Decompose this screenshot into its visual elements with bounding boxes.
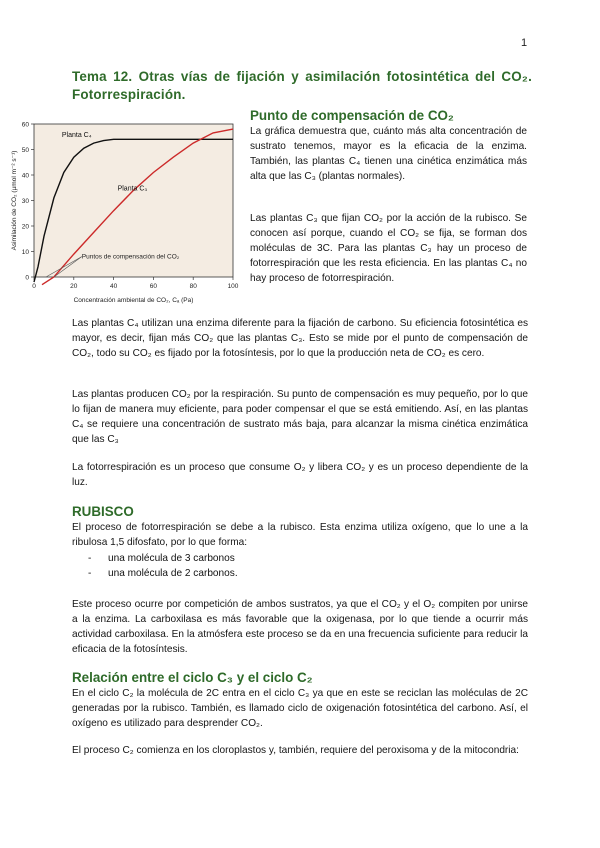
cycles-paragraph-2: El proceso C₂ comienza en los cloroplastos y, también, requiere del peroxisoma y de la mitocondria: xyxy=(72,745,519,756)
rubisco-paragraph-2: Este proceso ocurre por competición de ambos sustratos, ya que el CO₂ y el O₂ compiten por unirse a la enzima. La carboxilasa es más favorable que la oxigenasa, por lo que tiende a ocurrir más actividad carboxilasa. En la atmósfera este proceso se da en una frecuencia suficiente para reducir la eficacia de la fotosíntesis. xyxy=(72,599,528,655)
y-tick-label: 30 xyxy=(21,198,29,205)
x-axis-label: Concentración ambiental de CO₂, Cₐ (Pa) xyxy=(73,297,194,304)
compensation-paragraph-1: La gráfica demuestra que, cuánto más alta concentración de sustrato tenemos, mayor es la eficacia de la enzima. También, las plantas C₄ tienen una cinética enzimática más alta que las C₃ (plantas normales). xyxy=(250,126,527,182)
x-tick-label: 60 xyxy=(149,283,158,290)
respiration-paragraph: Las plantas producen CO₂ por la respiración. Su punto de compensación es muy pequeño, por lo que lo fijan de manera muy eficiente, para poder compensar el que se está emitiendo. Así, en las plantas C₄ se requiere una concentración de sustrato más baja, para alcanzar la misma cinética enzimática que las C₃ xyxy=(72,389,528,445)
y-tick-label: 60 xyxy=(21,121,29,129)
rubisco-heading: RUBISCO xyxy=(72,504,134,519)
y-tick-label: 0 xyxy=(25,274,29,282)
photosynthesis-chart xyxy=(8,110,248,305)
x-tick-label: 100 xyxy=(227,283,239,290)
list-item: - una molécula de 2 carbonos. xyxy=(88,566,238,581)
page-title: Tema 12. Otras vías de fijación y asimilación fotosintética del CO₂. Fotorrespiración. xyxy=(72,69,532,102)
x-tick-label: 20 xyxy=(70,283,78,290)
list-item: - una molécula de 3 carbonos xyxy=(88,551,238,566)
series-label-c3: Planta C₃ xyxy=(117,185,148,193)
chart-svg xyxy=(8,110,248,305)
rubisco-list xyxy=(88,551,238,581)
c4-paragraph: Las plantas C₄ utilizan una enzima diferente para la fijación de carbono. Su eficiencia fotosintética es mayor, es decir, fijan más CO₂ que las plantas C₃. Esto se mide por el punto de compensación de CO₂, todo su CO₂ es fijado por la fotosíntesis, por lo que la producción neta de CO₂ es cero. xyxy=(72,318,528,359)
photorespiration-paragraph: La fotorrespiración es un proceso que consume O₂ y libera CO₂ y es un proceso dependiente de la luz. xyxy=(72,462,528,488)
compensation-heading: Punto de compensación de CO₂ xyxy=(250,108,454,123)
cycles-heading: Relación entre el ciclo C₃ y el ciclo C₂ xyxy=(72,670,313,685)
compensation-annotation: Puntos de compensación del CO₂ xyxy=(81,253,180,261)
y-tick-label: 20 xyxy=(21,223,29,231)
x-tick-label: 80 xyxy=(189,283,197,290)
y-tick-label: 50 xyxy=(21,147,29,154)
series-label-c4: Planta C₄ xyxy=(61,131,92,139)
page-number: 1 xyxy=(521,37,528,49)
y-tick-label: 40 xyxy=(21,172,29,180)
cycles-paragraph-1: En el ciclo C₂ la molécula de 2C entra en el ciclo C₃ ya que en este se reciclan las moléculas de 2C generadas por la rubisco. También, es llamado ciclo de oxigenación fotosintética del carbono. Así, el oxígeno es utilizado para desprender CO₂. xyxy=(72,688,528,729)
y-axis-label: Asimilación de CO₂ (µmol m⁻² s⁻¹) xyxy=(11,150,18,251)
compensation-paragraph-2: Las plantas C₃ que fijan CO₂ por la acción de la rubisco. Se conocen así porque, cuando el CO₂ se fija, se forman dos moléculas de 3C. Para las plantas C₃ hay un proceso de fotorrespiración que les resta eficiencia. En las plantas C₄ no hay proceso de fotorrespiración. xyxy=(250,213,527,284)
rubisco-paragraph-1: El proceso de fotorrespiración se debe a la rubisco. Esta enzima utiliza oxígeno, que lo une a la ribulosa 1,5 difosfato, por lo que forma: xyxy=(72,522,528,548)
y-tick-label: 10 xyxy=(21,249,29,256)
x-tick-label: 40 xyxy=(109,283,118,290)
x-tick-label: 0 xyxy=(32,283,36,290)
